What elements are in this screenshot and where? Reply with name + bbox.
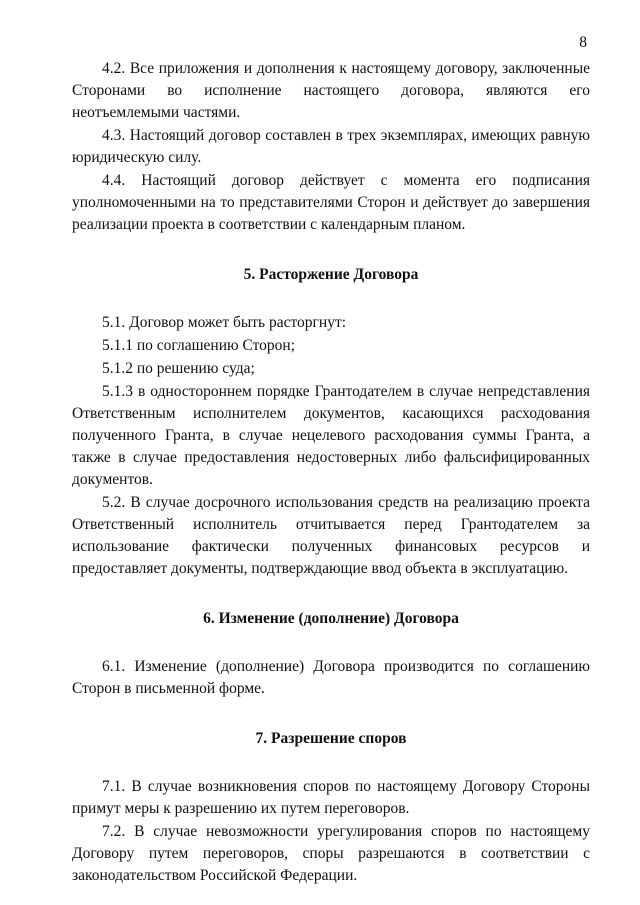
section-heading-7: 7. Разрешение споров: [255, 730, 407, 747]
section-heading-5: 5. Расторжение Договора: [243, 266, 419, 283]
paragraph-4-2: 4.2. Все приложения и дополнения к настоящему договору, заключенные Сторонами во исполнение настоящего договора, являются его неотъемлемыми частями.: [72, 60, 590, 121]
section-heading-6: 6. Изменение (дополнение) Договора: [203, 610, 459, 627]
page-number: 8: [579, 34, 587, 51]
paragraph-5-2: 5.2. В случае досрочного использования средств на реализацию проекта Ответственный исполнитель отчитывается перед Грантодателем за использование фактически полученных финансовых ресурсов и предоставляет документы, подтверждающие ввод объекта в эксплуатацию.: [72, 494, 590, 577]
paragraph-5-1-1: 5.1.1 по соглашению Сторон;: [102, 337, 296, 354]
paragraph-5-1: 5.1. Договор может быть расторгнут:: [102, 314, 347, 331]
paragraph-6-1: 6.1. Изменение (дополнение) Договора производится по соглашению Сторон в письменной форме.: [72, 658, 590, 697]
paragraph-7-1: 7.1. В случае возникновения споров по настоящему Договору Стороны примут меры к разрешению их путем переговоров.: [72, 778, 590, 817]
paragraph-4-3: 4.3. Настоящий договор составлен в трех экземплярах, имеющих равную юридическую силу.: [72, 127, 590, 166]
paragraph-7-2: 7.2. В случае невозможности урегулирования споров по настоящему Договору путем переговоров, споры разрешаются в соответствии с законодательством Российской Федерации.: [72, 823, 590, 884]
document-body: [72, 58, 590, 888]
paragraph-5-1-2: 5.1.2 по решению суда;: [102, 360, 255, 377]
paragraph-4-4: 4.4. Настоящий договор действует с момента его подписания уполномоченными на то представителями Сторон и действует до завершения реализации проекта в соответствии с календарным планом.: [72, 172, 590, 233]
paragraph-5-1-3: 5.1.3 в одностороннем порядке Грантодателем в случае непредставления Ответственным исполнителем документов, касающихся расходования полученного Гранта, в случае нецелевого расходования суммы Гранта, а также в случае предоставления недостоверных либо фальсифицированных документов.: [72, 383, 590, 488]
